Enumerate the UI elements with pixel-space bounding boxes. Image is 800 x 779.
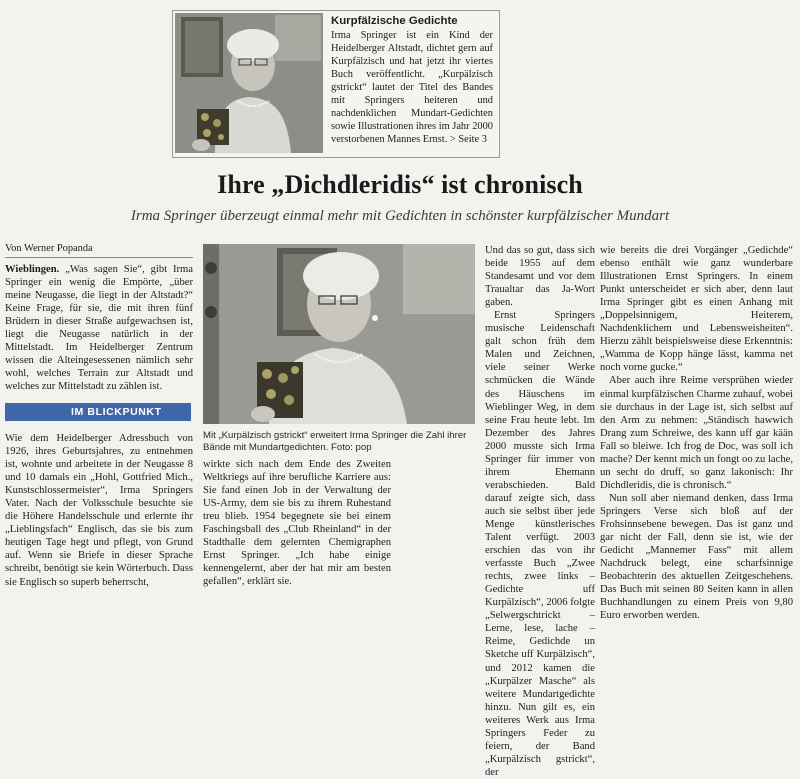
photo-caption: Mit „Kurpälzisch gstrickt“ erweitert Irma Springer die Zahl ihrer Bände mit Mundartgedichten. Foto: pop (203, 430, 467, 453)
teaser-box (172, 10, 500, 158)
teaser-title: Kurpfälzische Gedichte (331, 15, 458, 27)
column-3-top (485, 244, 595, 779)
column-2-bottom (203, 458, 391, 588)
column-1-top (5, 263, 193, 393)
article-headline: Ihre „Dichdleridis“ ist chronisch (217, 170, 583, 199)
im-blickpunkt-kicker: IM BLICKPUNKT (5, 403, 191, 421)
main-photo (203, 244, 475, 424)
article-byline: Von Werner Popanda (5, 243, 193, 258)
col3-p2: Ernst Springers musische Leidenschaft galt schon früh dem Malen und Zeichnen, viele seiner Werke schmücken die Wände des Häuschens im Wieblinger Weg, in dem seine Frau heute lebt. Im Dezember des Jahres 2000 musste sich Irma Springer für immer von ihrem Ehemann verabschieden. Bald darauf zeigte sich, dass auch sie selbst über jede Menge künstlerisches Talent verfügt. 2003 erschien das von ihr verfasste Buch „Zwee rechts, zwee links – Gedichte uff Kurpälzisch“, 2006 folgte „Selwergschtrickt – Lerne, lese, lache – Reime, Gedichde un Sketche uff Kurpälzisch“, und 2012 kamen die „Kurpälzer Masche“ als weitere Mundartgedichte hinzu. Nun gilt es, ein weiteres Werk aus Irma Springers Feder zu feiern, der Band „Kurpälzisch gstrickt“, der (485, 310, 595, 778)
col3-p1: Und das so gut, dass sich beide 1955 auf dem Standesamt und vor dem Traualtar das Ja-Wort gaben. (485, 245, 595, 309)
column-1-bottom (5, 432, 193, 589)
teaser-photo (175, 13, 323, 153)
col4-p3: Nun soll aber niemand denken, dass Irma Springers Verse sich bloß auf der Frohsinnsebene bewegen. Das ist ganz und gar nicht der Fall, denn sie ist, wie der Gedicht „Mannemer Fass“ mit allem Nachdruck belegt, eine scharfsinnige Beobachterin des aktuellen Zeitgeschehens. Das Buch mit seinen 80 Seiten kann in allen Buchhandlungen zu einem Preis von 9,80 Euro erworben werden. (600, 492, 793, 622)
article-subheadline: Irma Springer überzeugt einmal mehr mit Gedichten in schönster kurpfälzischer Mundart (130, 208, 670, 224)
col4-p1: wie bereits die drei Vorgänger „Gedichde“ ebenso enthält wie ganz wunderbare Illustrationen Ernst Springers. In einem Punkt unterscheidet er sich aber, denn laut Irma Springer gibt es einen Anhang mit „Doppelsinnigem, Heiterem, Nachdenklichem und Lebensweisheiten“. Hierzu zählt beispielsweise diese Erkenntnis: „Wamma de Kopp hänge lässt, kamma net noch vorne gucke.“ (600, 245, 793, 374)
col1-top-text: „Was sagen Sie“, gibt Irma Springer ein wenig die Empörte, „über meine Neugasse, die liegt in der Altstadt?“ Keine Frage, für sie, die mit ihren fünf Brüdern in dieser Straße aufgewachsen ist, liegt die Neugasse natürlich in der Mittelstadt. Im Heidelberger Zentrum wissen die Alteingesessenen nämlich sehr wohl, welches Terrain zur Altstadt und welches zur Mittelstadt zu zählen ist. (5, 264, 193, 393)
column-4 (600, 244, 793, 622)
teaser-text: Irma Springer ist ein Kind der Heidelberger Altstadt, dichtet gern auf Kurpfälzisch und hat jetzt ihr viertes Buch veröffentlicht. „Kurpälzisch gstrickt“ lautet der Titel des Bandes mit Springers heiteren und nachdenklichen Mundart-Gedichten sowie Illustrationen ihres im Jahr 2000 verstorbenen Mannes Ernst. > Seite 3 (331, 30, 493, 145)
col1-bottom-text: Wie dem Heidelberger Adressbuch von 1926, ihres Geburtsjahres, zu entnehmen ist, wohnte und arbeitete in der Neugasse 8 und 10 damals ein „Hohl, Gottfried Mich., Kunstschlossermeister“, Irma Springers Vater. Nach der Volksschule besuchte sie die Höhere Handelsschule und erlernte ihr „Lieblingsfach“ Englisch, das sie bis zum heutigen Tage hegt und pflegt, von Grund auf. Wenn sie Briefe in dieser Sprache schreibt, benötigt sie kein Wörterbuch. Dass sie Englisch so superb beherrscht, (5, 433, 193, 588)
col2-bottom-text: wirkte sich nach dem Ende des Zweiten Weltkriegs auf ihre berufliche Karriere aus: Sie fand einen Job in der Verwaltung der US-Army, dem sie bis zu ihrem Ruhestand treu blieb. 1954 begegnete sie bei einem Faschingsball des „Club Rheinland“ in der Stadthalle dem gelernten Chemigraphen Ernst Springer. „Ich habe einige kennengelernt, aber der hat mir am besten gefallen“, erklärt sie. (203, 459, 391, 588)
article-dateline: Wieblingen. (5, 264, 60, 275)
col4-p2: Aber auch ihre Reime versprühen wieder einmal kurpfälzischen Charme zuhauf, wobei sie durchaus in der Lage ist, sich selbst auf den Arm zu nehmen: „Ständisch hawwich Drang zum Schreiwe, des kann uff gar kään Fall so bleiwe. Ich frog de Doc, was soll ich mache? Der kennt mich un fongt oo zu lache, un secht do druff, so ganz lakonisch: Ihr Dichdleridis, die is chronisch.“ (600, 375, 793, 491)
